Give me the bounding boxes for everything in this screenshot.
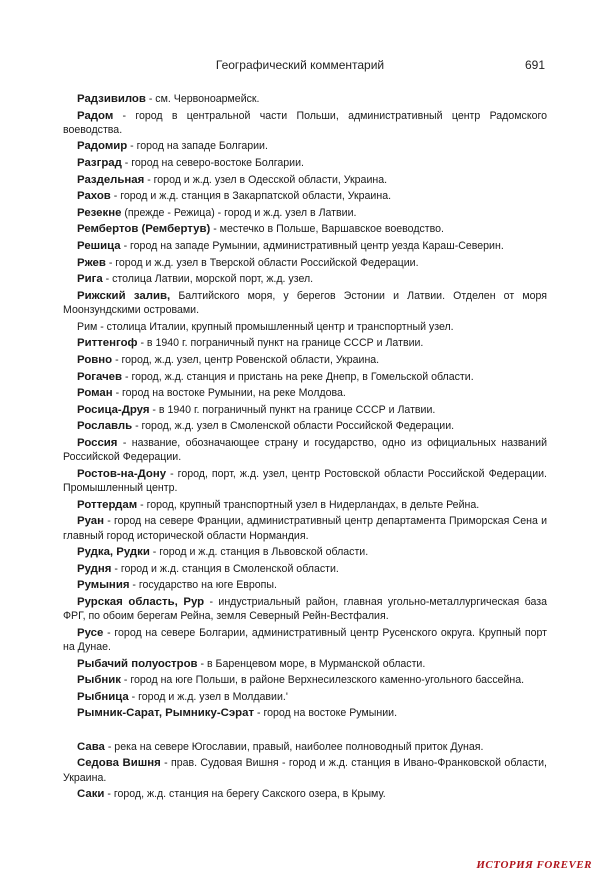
- entry-term: Решица: [77, 240, 121, 253]
- entry-term: Рыбник: [77, 674, 121, 687]
- entry-definition: - город и ж.д. узел в Одесской области, Украина.: [144, 173, 388, 186]
- glossary-entry: [63, 562, 547, 576]
- glossary-entry: [63, 657, 547, 671]
- entry-term: Сава: [77, 740, 105, 753]
- entry-definition: - индустриальный район, главная угольно-металлургическая база ФРГ, по обоим берегам Рейна, земля Северный Рейн-Вестфалия.: [63, 595, 548, 623]
- page-number: 691: [524, 58, 545, 72]
- entry-term: Россия: [77, 436, 118, 449]
- entry-definition: - название, обозначающее страну и государство, одно из официальных названий Российской Федерации.: [63, 436, 547, 464]
- entry-definition: - город, ж.д. станция на берегу Сакского озера, в Крыму.: [104, 788, 386, 801]
- glossary-entry: [63, 370, 547, 384]
- entry-term: Рижский залив,: [77, 289, 171, 302]
- glossary-entries: [63, 92, 547, 804]
- glossary-entry: [63, 436, 547, 465]
- entry-term: Радомир: [77, 140, 128, 153]
- entry-term: Рыбница: [77, 690, 129, 703]
- entry-definition: - государство на юге Европы.: [129, 579, 277, 592]
- entry-definition: - город и ж.д. узел в Молдавии.': [128, 690, 288, 703]
- entry-term: Рига: [77, 273, 103, 286]
- entry-term: Саки: [77, 788, 105, 801]
- glossary-entry: [63, 109, 547, 138]
- entry-definition: - город и ж.д. станция в Закарпатской области, Украина.: [110, 190, 392, 203]
- entry-term: Рахов: [77, 190, 111, 203]
- entry-definition: - местечко в Польше, Варшавское воеводство.: [210, 223, 444, 236]
- entry-term: Рымник-Сарат, Рымнику-Сэрат: [77, 707, 255, 720]
- entry-definition: - город в центральной части Польши, административный центр Радомского воеводства.: [63, 109, 547, 136]
- entry-term: Рославль: [77, 420, 133, 433]
- entry-term: Рудка, Рудки: [77, 546, 150, 559]
- entry-definition: - город, крупный транспортный узел в Нидерландах, в дельте Рейна.: [137, 498, 480, 511]
- entry-term: Рогачев: [77, 370, 123, 383]
- glossary-entry: [63, 256, 547, 270]
- entry-definition: - в 1940 г. пограничный пункт на границе СССР и Латвии.: [137, 337, 424, 350]
- glossary-entry: [63, 156, 547, 170]
- glossary-entry: [63, 320, 547, 334]
- entry-term: Радзивилов: [77, 93, 146, 105]
- glossary-entry: [63, 673, 547, 687]
- entry-definition: - город, ж.д. станция и пристань на реке Днепр, в Гомельской области.: [122, 370, 474, 383]
- glossary-entry: [63, 272, 547, 286]
- glossary-entry: [63, 756, 547, 785]
- entry-definition: - в Баренцевом море, в Мурманской области.: [197, 657, 426, 670]
- entry-definition: - город, ж.д. узел в Смоленской области Российской Федерации.: [132, 420, 455, 433]
- watermark-logo: ИСТОРИЯ FOREVER: [476, 859, 592, 871]
- entry-definition: - город на востоке Румынии, на реке Молдова.: [112, 387, 346, 400]
- glossary-entry: [63, 353, 547, 367]
- glossary-entry: [63, 239, 547, 253]
- glossary-entry: [63, 222, 547, 236]
- page-header-title: Географический комментарий: [215, 58, 385, 72]
- entry-definition: - город на севере Болгарии, административный центр Русенского округа. Крупный порт на Дунае.: [63, 626, 547, 654]
- glossary-entry: [63, 787, 547, 801]
- entry-definition: - город и ж.д. узел в Тверской области Российской Федерации.: [105, 256, 419, 269]
- glossary-entry: [63, 706, 547, 720]
- glossary-entry: [63, 386, 547, 400]
- entry-term: Рембертов (Рембертув): [77, 223, 211, 236]
- entry-definition: (прежде - Режица) - город и ж.д. узел в Латвии.: [121, 206, 357, 219]
- entry-definition: - прав. Судовая Вишня - город и ж.д. станция в Ивано-Франковской области, Украина.: [63, 757, 547, 784]
- glossary-entry: [63, 139, 547, 153]
- entry-term: Роттердам: [77, 498, 138, 511]
- entry-term: Седова Вишня: [77, 757, 161, 770]
- glossary-entry: [63, 189, 547, 203]
- entry-definition: - город на северо-востоке Болгарии.: [121, 157, 304, 170]
- entry-term: Рудня: [77, 562, 112, 575]
- entry-definition: - город и ж.д. станция в Смоленской области.: [111, 562, 339, 575]
- entry-definition: - город, порт, ж.д. узел, центр Ростовской области Российской Федерации. Промышленный центр.: [63, 467, 547, 495]
- entry-term: Росица-Друя: [77, 403, 150, 416]
- glossary-entry: [63, 690, 547, 704]
- entry-definition: - город на западе Болгарии.: [127, 140, 268, 153]
- entry-definition: - в 1940 г. пограничный пункт на границе СССР и Латвии.: [149, 403, 436, 416]
- entry-term: Резекне: [77, 206, 122, 219]
- entry-term: Риттенгоф: [77, 337, 138, 350]
- entry-definition: - город на западе Румынии, административный центр уезда Караш-Северин.: [120, 240, 504, 253]
- entry-term: Радом: [77, 109, 114, 122]
- glossary-entry: [63, 336, 547, 350]
- entry-definition: - город и ж.д. станция в Львовской области.: [149, 546, 369, 559]
- entry-term: Роман: [77, 387, 113, 400]
- entry-definition: - столица Латвии, морской порт, ж.д. узел.: [102, 273, 314, 286]
- entry-definition: Рим - столица Италии, крупный промышленный центр и транспортный узел.: [77, 320, 454, 333]
- entry-term: Разград: [77, 157, 122, 170]
- glossary-entry: [63, 498, 547, 512]
- entry-definition: - город на юге Польши, в районе Верхнесилезского каменно-угольного бассейна.: [120, 674, 525, 687]
- entry-term: Румыния: [77, 579, 130, 592]
- entry-term: Руан: [77, 515, 104, 528]
- glossary-entry: [63, 578, 547, 592]
- glossary-entry: [63, 595, 547, 624]
- entry-term: Раздельная: [77, 173, 145, 186]
- entry-definition: - город на севере Франции, административный центр департамента Приморская Сена и главный город исторической области Нормандия.: [63, 515, 547, 542]
- entry-definition: - город, ж.д. узел, центр Ровенской области, Украина.: [112, 353, 380, 366]
- entry-term: Ровно: [77, 353, 113, 366]
- entry-term: Ржев: [77, 256, 106, 269]
- entry-term: Русе: [77, 626, 104, 639]
- glossary-entry: [63, 545, 547, 559]
- glossary-entry: [63, 740, 547, 754]
- entry-definition: Балтийского моря, у берегов Эстонии и Латвии. Отделен от моря Моонзундскими островами.: [63, 289, 548, 317]
- glossary-entry: [63, 206, 547, 220]
- entry-definition: - см. Червоноармейск.: [145, 93, 260, 105]
- entry-term: Рурская область, Рур: [77, 595, 205, 608]
- glossary-entry: [63, 173, 547, 187]
- glossary-entry: [63, 289, 547, 318]
- entry-definition: - город на востоке Румынии.: [254, 707, 398, 720]
- glossary-entry: [63, 92, 547, 106]
- glossary-entry: [63, 419, 547, 433]
- entry-term: Рыбачий полуостров: [77, 657, 198, 670]
- entry-definition: - река на севере Югославии, правый, наиболее полноводный приток Дуная.: [104, 740, 484, 753]
- glossary-entry: [63, 403, 547, 417]
- entry-term: Ростов-на-Дону: [77, 467, 167, 480]
- glossary-entry: [63, 626, 547, 655]
- glossary-entry: [63, 514, 547, 543]
- glossary-entry: [63, 467, 547, 496]
